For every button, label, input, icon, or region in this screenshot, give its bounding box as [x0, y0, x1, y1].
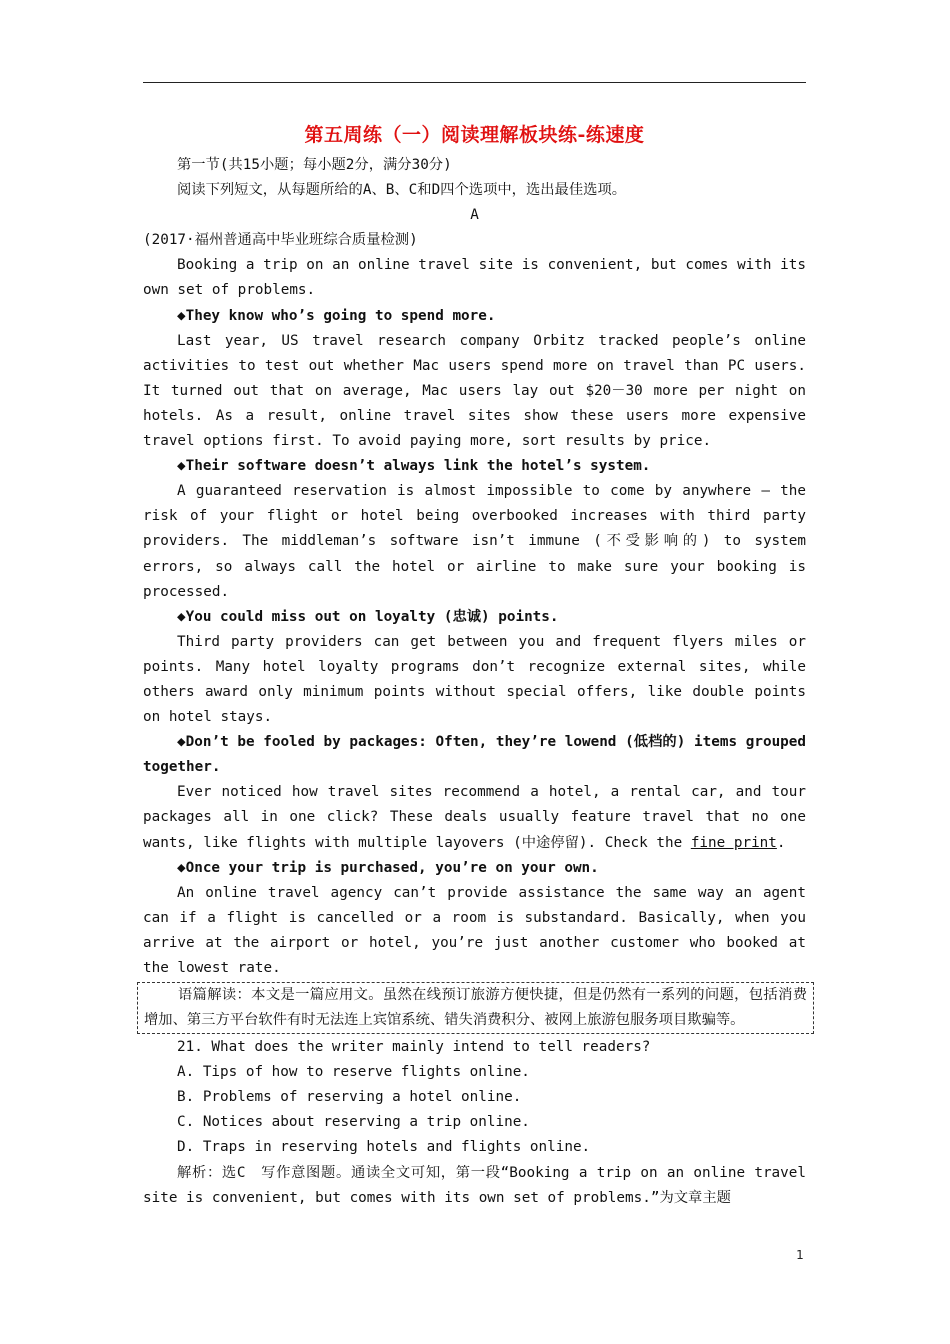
paragraph-1: Last year, US travel research company Orbitz tracked people’s online activities to test out whether Mac users spend more on travel than PC users. It turned out that on average, Mac users lay out $20－30 more per night on hotels. As a result, online travel sites show these users more expensive travel options first. To avoid paying more, sort results by price.	[143, 332, 806, 450]
option-c: C. Notices about reserving a trip online.	[177, 1114, 530, 1131]
intro-paragraph: Booking a trip on an online travel site is convenient, but comes with its own set of problems.	[143, 257, 806, 299]
option-a: A. Tips of how to reserve flights online.	[177, 1064, 530, 1081]
option-b: B. Problems of reserving a hotel online.	[177, 1089, 522, 1106]
heading-5: ◆Once your trip is purchased, you’re on your own.	[177, 859, 599, 876]
summary-box	[137, 982, 814, 1034]
paragraph-4-end: .	[776, 834, 786, 851]
page-number: 1	[796, 1248, 804, 1262]
passage-label: A	[470, 207, 479, 224]
option-d: D. Traps in reserving hotels and flights online.	[177, 1139, 591, 1156]
heading-3: ◆You could miss out on loyalty (忠诚) points.	[177, 608, 559, 625]
paragraph-4	[143, 780, 806, 855]
instructions: 阅读下列短文，从每题所给的A、B、C和D四个选项中，选出最佳选项。	[177, 182, 627, 199]
header-rule	[143, 82, 806, 83]
question-21: 21. What does the writer mainly intend to tell readers?	[177, 1039, 651, 1056]
heading-4: ◆Don’t be fooled by packages: Often, they’re lowend (低档的) items grouped together.	[143, 734, 806, 776]
paragraph-4-text: Ever noticed how travel sites recommend a hotel, a rental car, and tour packages all in one click? These deals usually feature travel that no one wants, like flights with multiple layovers (中途停留). Check the	[143, 784, 806, 851]
heading-2: ◆Their software doesn’t always link the hotel’s system.	[177, 458, 651, 475]
paragraph-2: A guaranteed reservation is almost impossible to come by anywhere — the risk of your flight or hotel being overbooked increases with third party providers. The middleman’s software isn’t immune (不受影响的) to system errors, so always call the hotel or airline to make sure your booking is processed.	[143, 483, 806, 600]
source-line: (2017·福州普通高中毕业班综合质量检测)	[143, 232, 418, 249]
page-title: 第五周练（一）阅读理解板块练-练速度	[304, 124, 645, 146]
analysis: 解析：选C 写作意图题。通读全文可知，第一段“Booking a trip on an online travel site is convenient, but comes with its own set of problems.”为文章主题	[143, 1164, 806, 1206]
paragraph-5: An online travel agency can’t provide assistance the same way an agent can if a flight is cancelled or a room is substandard. Basically, when you arrive at the airport or hotel, you’re just another customer who booked at the lowest rate.	[143, 884, 806, 976]
heading-1: ◆They know who’s going to spend more.	[177, 307, 496, 324]
document-body	[143, 153, 806, 1211]
paragraph-3: Third party providers can get between you and frequent flyers miles or points. Many hotel loyalty programs don’t recognize external sites, while others award only minimum points without special offers, like double points on hotel stays.	[143, 633, 806, 726]
summary-text: 语篇解读：本文是一篇应用文。虽然在线预订旅游方便快捷，但是仍然有一系列的问题，包括消费增加、第三方平台软件有时无法连上宾馆系统、错失消费积分、被网上旅游包服务项目欺骗等。	[144, 987, 807, 1029]
section-intro: 第一节(共15小题；每小题2分，满分30分)	[177, 157, 452, 173]
fine-print-underlined: fine print	[690, 834, 777, 851]
